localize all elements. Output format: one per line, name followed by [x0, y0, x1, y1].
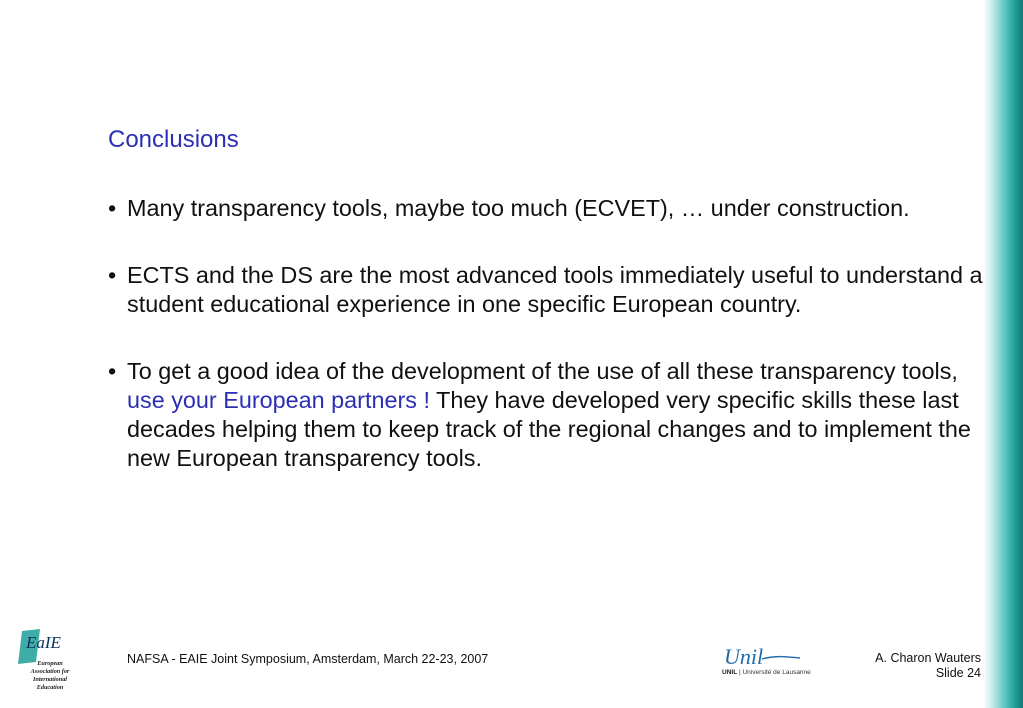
bullet-item: [108, 357, 993, 473]
unil-caption-text: | Université de Lausanne: [738, 669, 811, 676]
bullet-list: [108, 194, 993, 511]
footer-author-block: [875, 651, 981, 681]
footer-event: NAFSA - EAIE Joint Symposium, Amsterdam, March 22-23, 2007: [127, 652, 489, 666]
bullet-symbol: •: [108, 262, 117, 288]
bullet-highlight: use your European partners !: [127, 387, 430, 413]
bullet-text-after: They have developed very specific skills these last decades helping them to keep track of the regional changes and to implement the new European transparency tools.: [127, 387, 971, 471]
eaie-logo-caption: European Association for International Education: [30, 660, 70, 691]
footer-slide-number: Slide 24: [935, 666, 981, 680]
slide-title: Conclusions: [108, 126, 239, 153]
bullet-text: Many transparency tools, maybe too much (ECVET), … under construction.: [127, 195, 910, 221]
bullet-symbol: •: [108, 358, 117, 384]
footer-author: A. Charon Wauters: [875, 651, 981, 665]
unil-logo-caption: [722, 669, 811, 676]
unil-logo-swoosh: [762, 657, 800, 659]
bullet-item: [108, 194, 993, 223]
bullet-symbol: •: [108, 195, 117, 221]
bullet-text: ECTS and the DS are the most advanced tools immediately useful to understand a student educational experience in one specific European country.: [127, 262, 983, 317]
unil-logo-text: Unil: [724, 644, 764, 669]
bullet-text-before: To get a good idea of the development of the use of all these transparency tools,: [127, 358, 958, 384]
bullet-item: [108, 261, 993, 319]
eaie-logo-text: EaIE: [26, 633, 61, 652]
unil-caption-bold: UNIL: [722, 669, 738, 676]
